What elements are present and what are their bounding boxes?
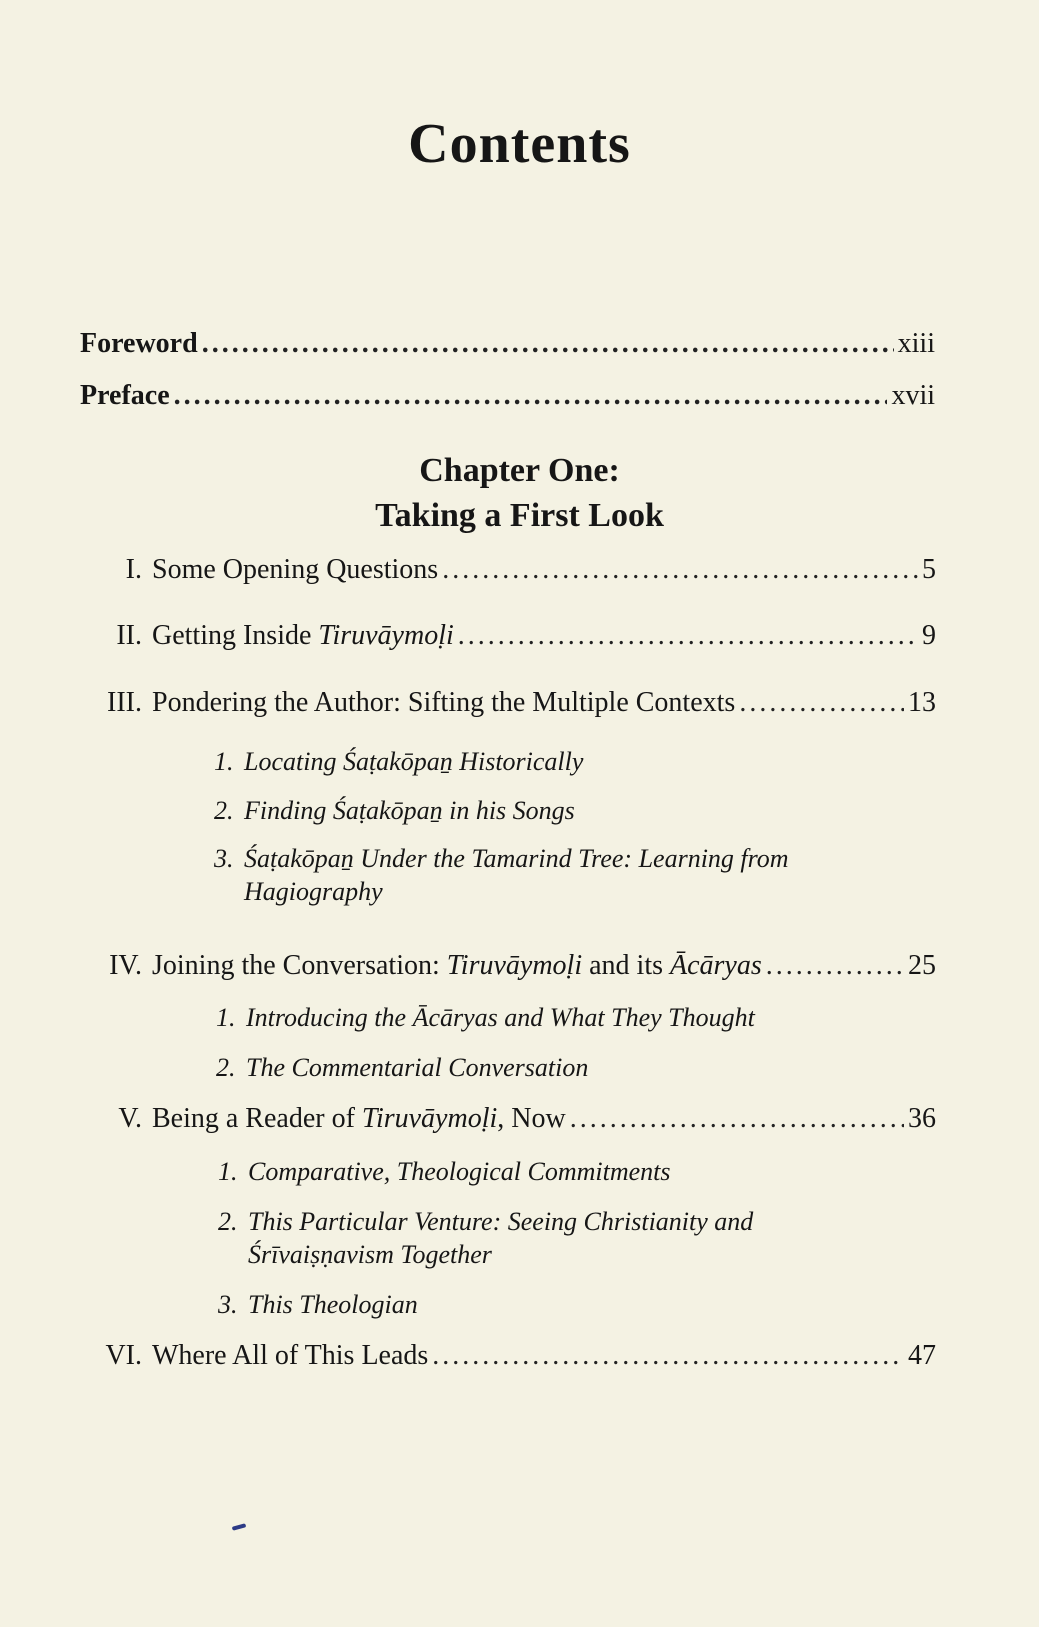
entry-label xyxy=(96,687,735,719)
subentry-number: 2. xyxy=(218,1207,238,1236)
toc-entry-section-5[interactable] xyxy=(96,1103,936,1135)
leader-dots xyxy=(739,687,904,719)
section-number: VI. xyxy=(105,1340,142,1371)
page-number: 25 xyxy=(908,950,936,981)
toc-entry-preface[interactable] xyxy=(80,380,935,412)
toc-subentry[interactable] xyxy=(214,794,904,827)
section-title-end: , Now xyxy=(497,1103,566,1134)
subentry-title: Finding Śaṭakōpaṉ in his Songs xyxy=(244,796,575,825)
section-title-italic: Tiruvāymoḷi xyxy=(318,620,454,651)
leader-dots xyxy=(442,554,918,586)
subentry-number: 1. xyxy=(216,1003,236,1032)
toc-subentry[interactable] xyxy=(218,1205,908,1271)
toc-subentry[interactable] xyxy=(214,745,904,778)
leader-dots xyxy=(570,1103,904,1135)
subentry-title: This Particular Venture: Seeing Christianity and xyxy=(248,1207,754,1236)
chapter-heading xyxy=(0,448,1039,538)
page-number: 9 xyxy=(922,620,936,651)
section-title: Some Opening Questions xyxy=(152,554,439,585)
toc-entry-section-2[interactable] xyxy=(96,620,936,652)
page-number: 5 xyxy=(922,554,936,585)
toc-entry-section-1[interactable] xyxy=(96,554,936,586)
leader-dots xyxy=(432,1340,904,1372)
subentry-title: Śaṭakōpaṉ Under the Tamarind Tree: Learning from xyxy=(244,844,789,873)
subentry-number: 1. xyxy=(218,1157,238,1186)
section-title: Getting Inside xyxy=(152,620,319,651)
subentry-title: Introducing the Ācāryas and What They Thought xyxy=(246,1003,755,1032)
section-title-middle: and its xyxy=(582,950,670,981)
leader-dots xyxy=(202,328,894,360)
toc-subentry[interactable] xyxy=(218,1288,908,1321)
section-title-italic: Tiruvāymoḷi xyxy=(446,950,583,981)
toc-subentry[interactable] xyxy=(218,1155,908,1188)
toc-subentry[interactable] xyxy=(216,1051,906,1084)
subentry-number: 3. xyxy=(218,1290,238,1319)
leader-dots xyxy=(174,380,888,412)
toc-entry-section-4[interactable] xyxy=(96,950,936,982)
subentry-number: 3. xyxy=(214,844,234,873)
entry-label xyxy=(96,1340,428,1372)
subentry-title: Locating Śaṭakōpaṉ Historically xyxy=(244,747,584,776)
leader-dots xyxy=(458,620,918,652)
section-title-italic-2: Ācāryas xyxy=(670,950,762,981)
leader-dots xyxy=(766,950,904,982)
section-number: I. xyxy=(125,554,142,585)
section-number: V. xyxy=(118,1103,142,1134)
toc-entry-section-6[interactable] xyxy=(96,1340,936,1372)
chapter-title: Taking a First Look xyxy=(375,497,664,534)
entry-label xyxy=(96,1103,566,1135)
page-title: Contents xyxy=(408,113,631,175)
entry-label: Foreword xyxy=(80,328,198,359)
subentry-number: 2. xyxy=(214,796,234,825)
toc-entry-foreword[interactable] xyxy=(80,328,935,360)
page-number: xvii xyxy=(891,380,935,411)
toc-entry-section-3[interactable] xyxy=(96,687,936,719)
subentry-number: 1. xyxy=(214,747,234,776)
section-number: III. xyxy=(107,687,142,718)
page-number: 47 xyxy=(908,1340,936,1371)
section-title: Joining the Conversation: xyxy=(152,950,447,981)
entry-label xyxy=(96,620,454,652)
subentry-title: The Commentarial Conversation xyxy=(246,1053,589,1082)
ink-smudge xyxy=(232,1523,247,1530)
entry-label xyxy=(96,554,438,586)
section-title: Being a Reader of xyxy=(152,1103,362,1134)
chapter-number: Chapter One: xyxy=(419,452,620,489)
subentry-title: This Theologian xyxy=(248,1290,418,1319)
subentry-title: Comparative, Theological Commitments xyxy=(248,1157,671,1186)
section-title-italic: Tiruvāymoḷi xyxy=(361,1103,498,1134)
page-number: 36 xyxy=(908,1103,936,1134)
entry-label: Preface xyxy=(80,380,170,411)
page-number: xiii xyxy=(897,328,935,359)
subentry-number: 2. xyxy=(216,1053,236,1082)
subentry-title-continued: Hagiography xyxy=(244,877,383,906)
toc-subentry[interactable] xyxy=(214,842,904,908)
entry-label xyxy=(96,950,762,982)
toc-subentry[interactable] xyxy=(216,1001,906,1034)
page-number: 13 xyxy=(908,687,936,718)
subentry-title-continued: Śrīvaiṣṇavism Together xyxy=(248,1240,492,1269)
section-title: Where All of This Leads xyxy=(152,1340,429,1371)
section-number: IV. xyxy=(109,950,142,981)
section-number: II. xyxy=(116,620,142,651)
section-title: Pondering the Author: Sifting the Multiple Contexts xyxy=(152,687,736,718)
